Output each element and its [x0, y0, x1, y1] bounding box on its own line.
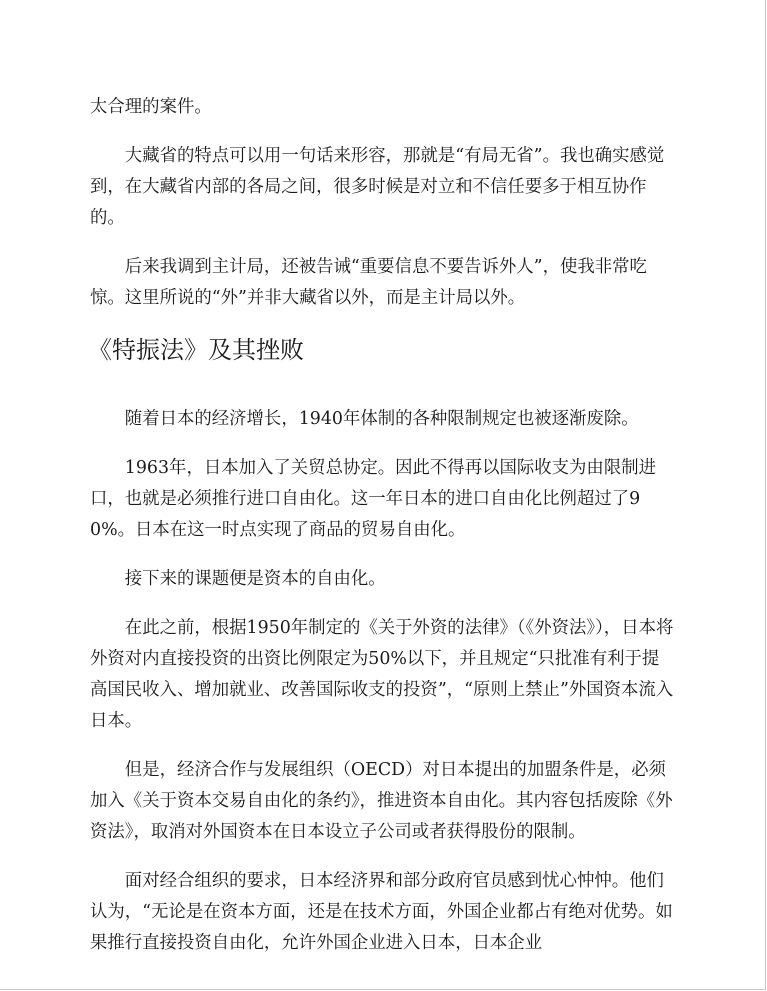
- paragraph: 接下来的课题便是资本的自由化。: [124, 569, 386, 589]
- paragraph: 大藏省的特点可以用一句话来形容，那就是“有局无省”。我也确实感觉到，在大藏省内部的各局之间，很多时候是对立和不信任要多于相互协作的。: [90, 146, 665, 228]
- paragraph: 随着日本的经济增长，1940年体制的各种限制规定也被逐渐废除。: [124, 409, 639, 429]
- paragraph: 面对经合组织的要求，日本经济界和部分政府官员感到忧心忡忡。他们认为，“无论是在资本方面，还是在技术方面，外国企业都占有绝对优势。如果推行直接投资自由化，允许外国企业进入日本，日本企业: [90, 871, 673, 953]
- page-content: [90, 92, 675, 977]
- section-heading: 《特振法》及其挫败: [88, 336, 304, 364]
- paragraph: 1963年，日本加入了关贸总协定。因此不得再以国际收支为由限制进口，也就是必须推行进口自由化。这一年日本的进口自由化比例超过了90%。日本在这一时点实现了商品的贸易自由化。: [90, 458, 656, 540]
- paragraph: 在此之前，根据1950年制定的《关于外资的法律》（《外资法》），日本将外资对内直接投资的出资比例限定为50%以下，并且规定“只批准有利于提高国民收入、增加就业、改善国际收支的投资”，“原则上禁止”外国资本流入日本。: [90, 618, 674, 731]
- paragraph: 太合理的案件。: [90, 97, 212, 117]
- paragraph: 后来我调到主计局，还被告诫“重要信息不要告诉外人”，使我非常吃惊。这里所说的“外”并非大藏省以外，而是主计局以外。: [90, 257, 647, 308]
- paragraph: 但是，经济合作与发展组织（OECD）对日本提出的加盟条件是，必须加入《关于资本交易自由化的条约》，推进资本自由化。其内容包括废除《外资法》，取消对外国资本在日本设立子公司或者获得股份的限制。: [90, 760, 673, 842]
